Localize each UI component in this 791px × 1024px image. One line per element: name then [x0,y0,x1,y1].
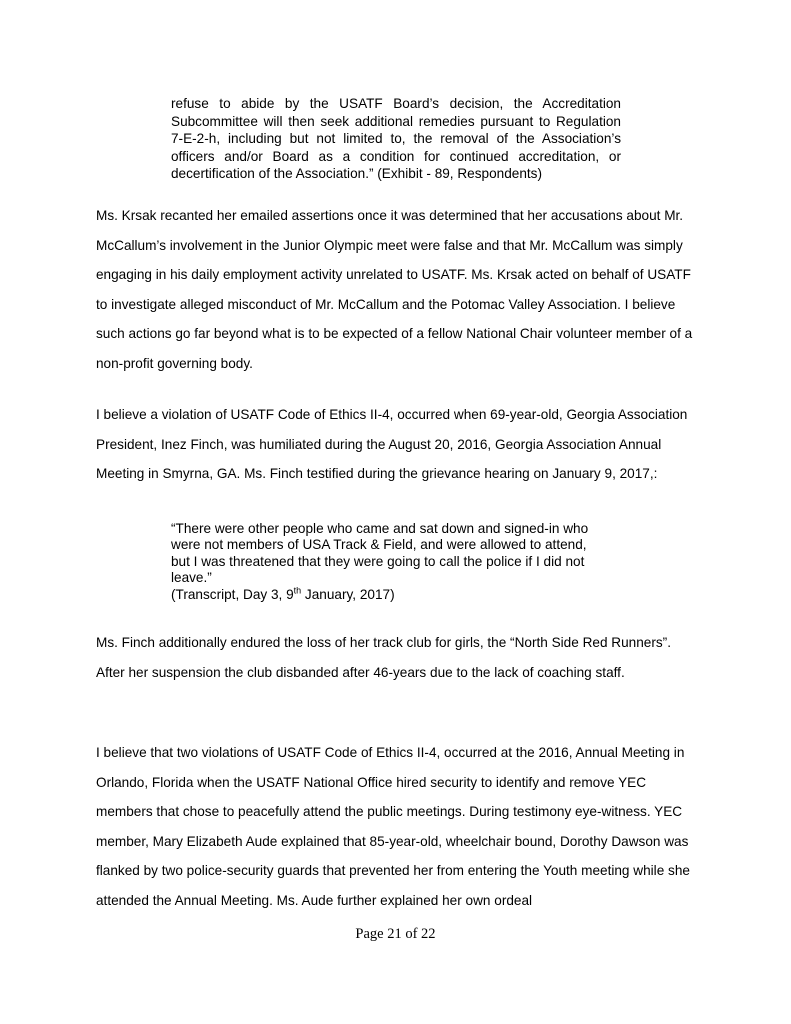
quote-line: leave.” [171,570,212,586]
quote-line: were not members of USA Track & Field, and were allowed to attend, [171,537,587,553]
paragraph-track-club: Ms. Finch additionally endured the loss of her track club for girls, the “North Side Red Runners”. After her suspension the club disbanded after 46-years due to the lack of coaching staff. [96,635,671,680]
block-quote-accreditation [171,95,621,183]
quote-citation [171,587,631,603]
page-number: Page 21 of 22 [355,926,436,942]
citation-prefix: (Transcript, Day 3, 9 [171,586,294,602]
paragraph-finch-violation: I believe a violation of USATF Code of Ethics II-4, occurred when 69-year-old, Georgia Association President, Inez Finch, was humiliated during the August 20, 2016, Georgia Association Annual Meeting in Smyrna, GA. Ms. Finch testified during the grievance hearing on January 9, 2017,: [96,407,688,482]
citation-superscript: th [293,585,302,596]
paragraph-krsak: Ms. Krsak recanted her emailed assertions once it was determined that her accusations about Mr. McCallum’s involvement in the Junior Olympic meet were false and that Mr. McCallum was simply engaging in his daily employment activity unrelated to USATF. Ms. Krsak acted on behalf of USATF to investigate alleged misconduct of Mr. McCallum and the Potomac Valley Association. I believe such actions go far beyond what is to be expected of a fellow National Chair volunteer member of a non-profit governing body. [96,208,693,371]
citation-suffix: January, 2017) [301,586,395,602]
quote-line: but I was threatened that they were going to call the police if I did not [171,553,585,569]
paragraph-orlando-meeting: I believe that two violations of USATF Code of Ethics II-4, occurred at the 2016, Annual Meeting in Orlando, Florida when the USATF National Office hired security to identify and remove YEC members that chose to peacefully attend the public meetings. During testimony eye-witness. YEC member, Mary Elizabeth Aude explained that 85-year-old, wheelchair bound, Dorothy Dawson was flanked by two police-security guards that prevented her from entering the Youth meeting while she attended the Annual Meeting. Ms. Aude further explained her own ordeal [96,745,690,908]
block-quote-finch-testimony [171,521,631,603]
quote-text: refuse to abide by the USATF Board’s decision, the Accreditation Subcommittee will then seek additional remedies pursuant to Regulation 7-E-2-h, including but not limited to, the removal of the Association’s officers and/or Board as a condition for continued accreditation, or decertification of the Association.” (Exhibit - 89, Respondents) [171,96,621,182]
quote-line: “There were other people who came and sat down and signed-in who [171,521,589,536]
